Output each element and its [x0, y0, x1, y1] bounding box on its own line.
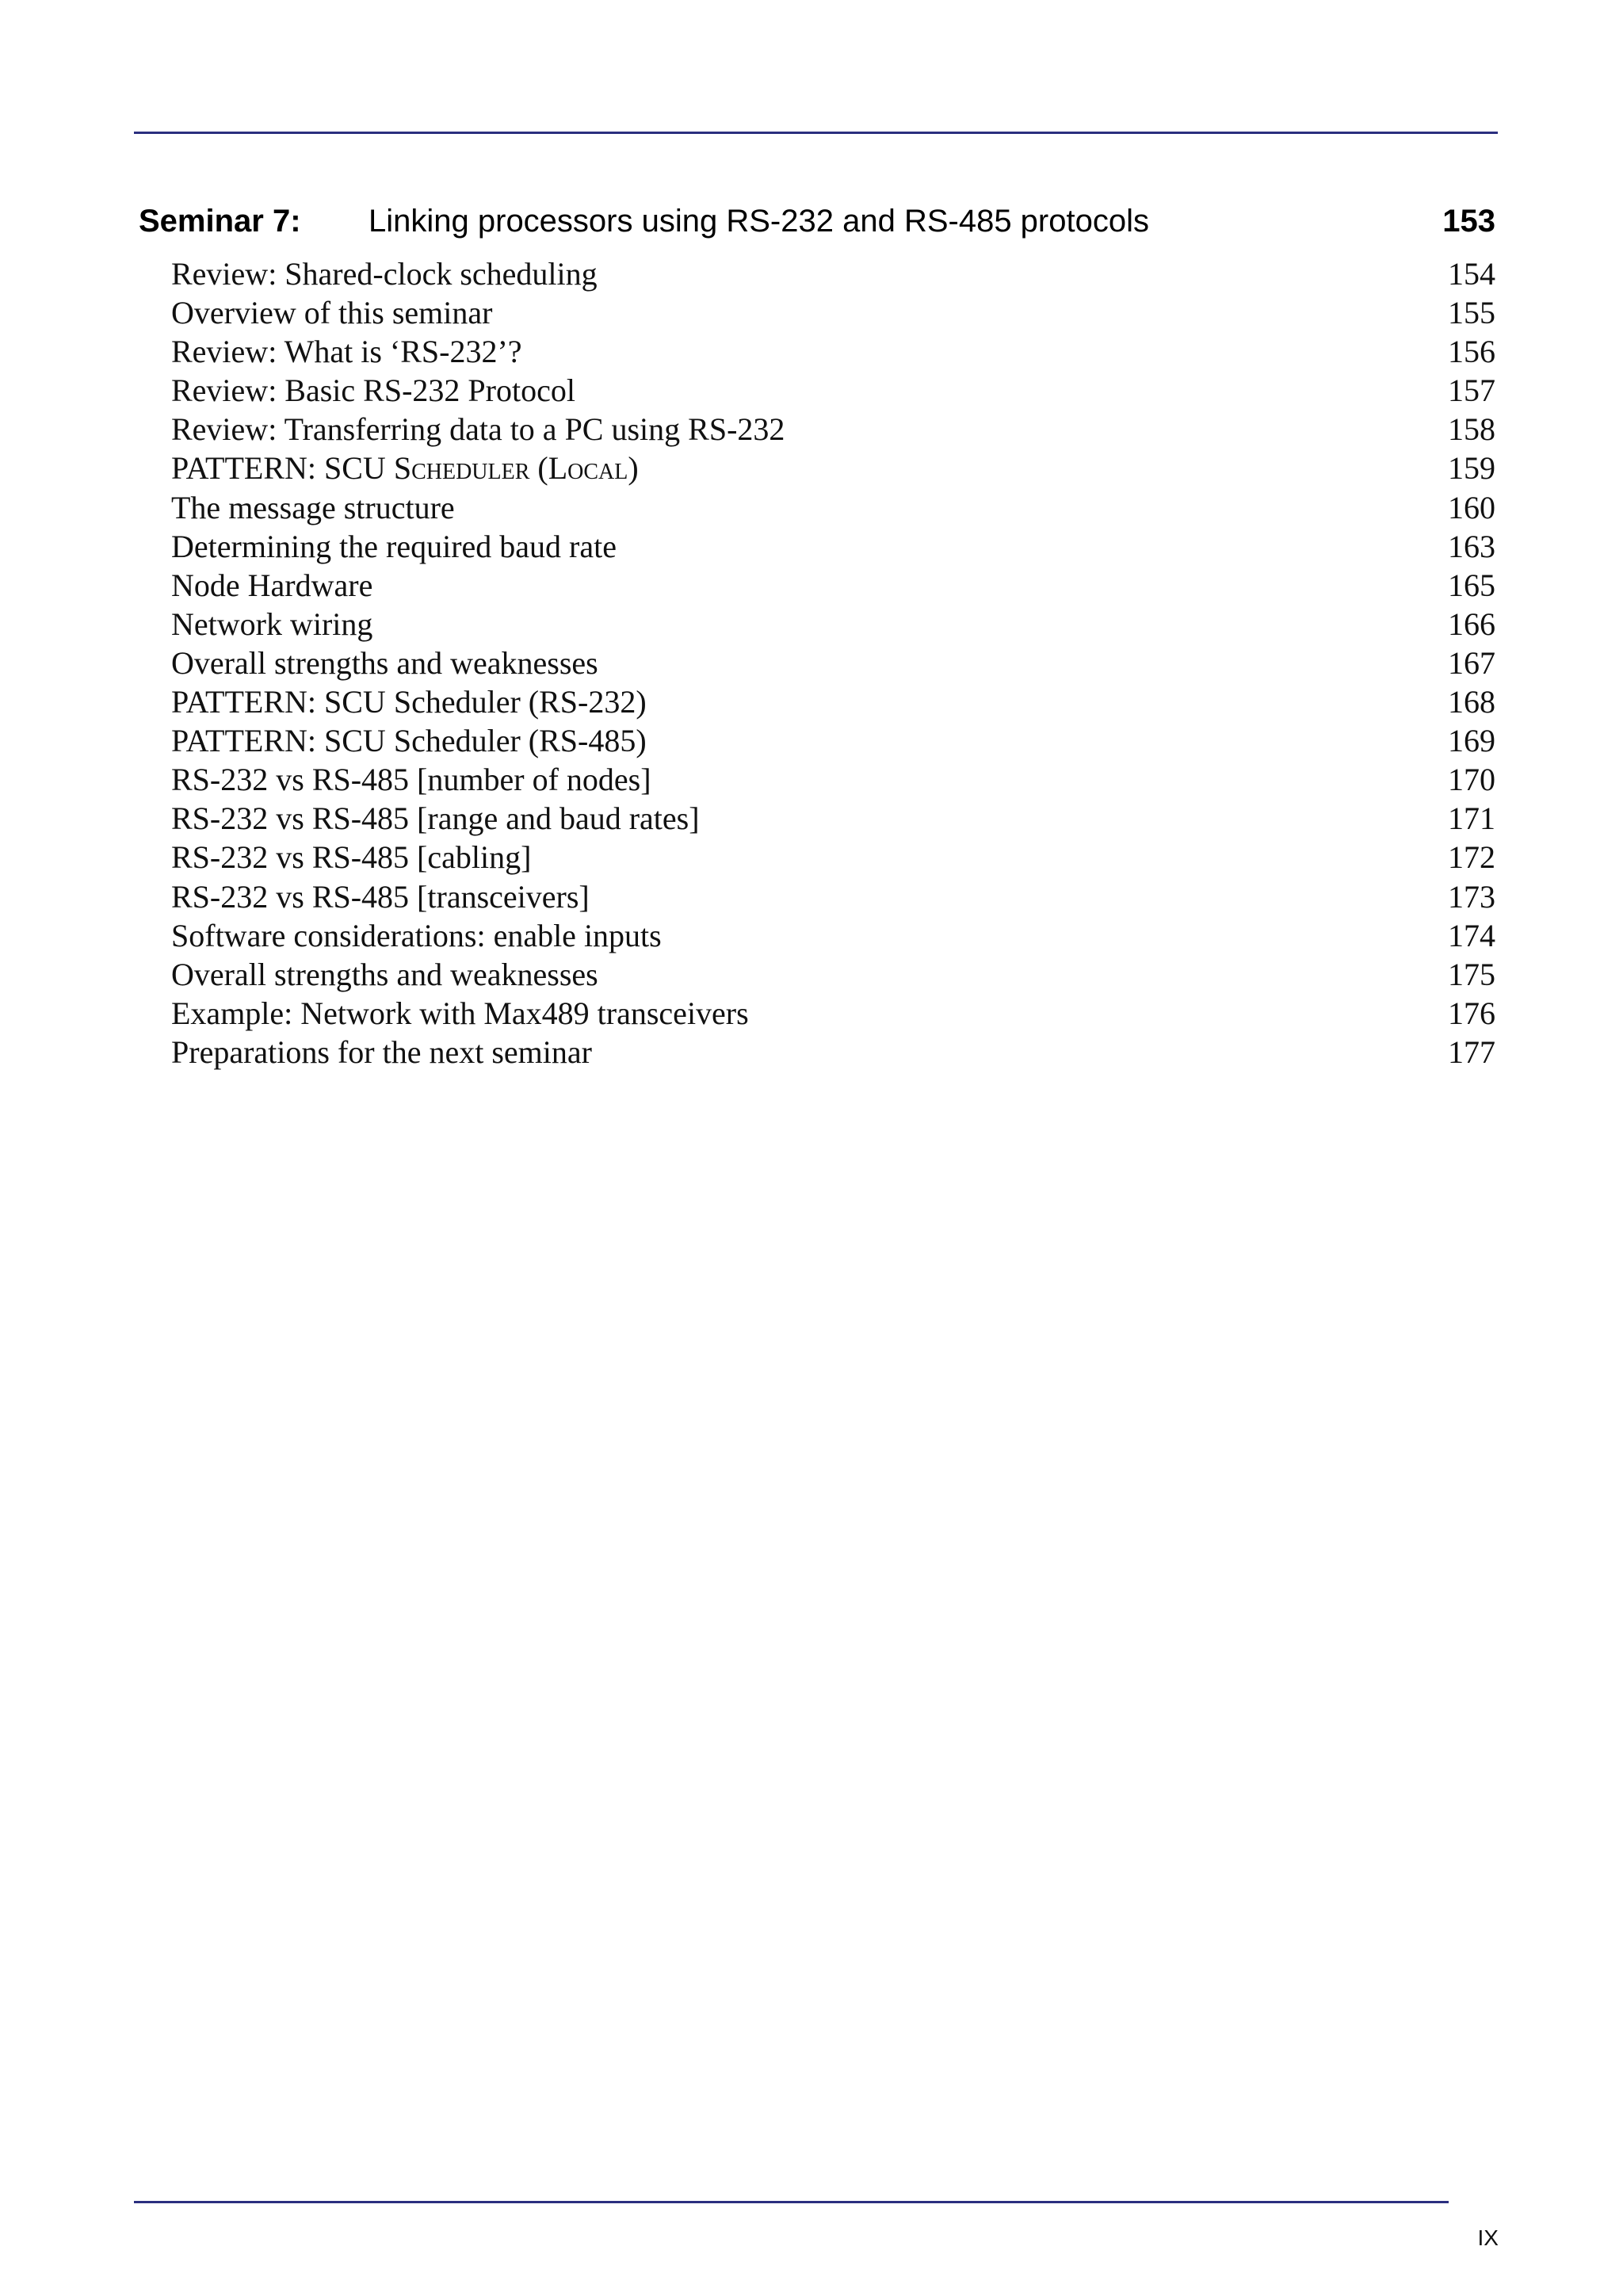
- toc-entry[interactable]: [171, 293, 1495, 332]
- toc-entry-title: Overview of this seminar: [171, 295, 493, 331]
- seminar-title: Linking processors using RS-232 and RS-485 protocols: [369, 204, 1149, 239]
- toc-entry-title: Overall strengths and weaknesses: [171, 956, 598, 992]
- toc-entry-title: Network wiring: [171, 606, 373, 642]
- page-number: IX: [1477, 2225, 1499, 2250]
- toc-entry[interactable]: [171, 254, 1495, 293]
- toc-entry[interactable]: [171, 1033, 1495, 1072]
- toc-entry-page: 157: [1448, 372, 1495, 409]
- toc-entry-page: 168: [1448, 684, 1495, 720]
- toc-entry-page: 169: [1448, 723, 1495, 759]
- toc-entry[interactable]: [171, 371, 1495, 410]
- toc-entry[interactable]: [171, 721, 1495, 760]
- toc-entry[interactable]: [171, 527, 1495, 566]
- toc-entry-page: 176: [1448, 995, 1495, 1031]
- toc-entry-title: Preparations for the next seminar: [171, 1033, 592, 1070]
- footer-rule: [134, 2201, 1449, 2203]
- toc-entry-page: 154: [1448, 256, 1495, 292]
- toc-entry-page: 171: [1448, 800, 1495, 837]
- toc-entry[interactable]: [171, 916, 1495, 955]
- toc-entry[interactable]: [171, 332, 1495, 371]
- toc-entry-page: 159: [1448, 450, 1495, 487]
- toc-entry[interactable]: [171, 644, 1495, 682]
- toc-entry-title: Review: Shared-clock scheduling: [171, 256, 598, 292]
- toc-entry-page: 174: [1448, 917, 1495, 953]
- toc-entry-title: RS-232 vs RS-485 [number of nodes]: [171, 762, 651, 798]
- toc-entry[interactable]: [171, 682, 1495, 721]
- toc-entry-page: 155: [1448, 295, 1495, 331]
- toc-entry-page: 163: [1448, 528, 1495, 564]
- toc-entry-page: 156: [1448, 334, 1495, 370]
- toc-entry-title: Overall strengths and weaknesses: [171, 644, 598, 681]
- toc-entry-title: PATTERN: SCU Scheduler (Local): [171, 450, 639, 487]
- toc-entry-page: 177: [1448, 1033, 1495, 1070]
- toc-entry-title: Determining the required baud rate: [171, 528, 617, 564]
- seminar-heading: [139, 197, 1495, 246]
- toc-entry-title: The message structure: [171, 489, 455, 525]
- toc-entry-title: RS-232 vs RS-485 [cabling]: [171, 839, 532, 876]
- seminar-page-number: 153: [1442, 204, 1495, 239]
- toc-entry-page: 167: [1448, 644, 1495, 681]
- toc-entry-page: 160: [1448, 489, 1495, 525]
- toc-list: [171, 254, 1495, 1072]
- toc-entry-page: 175: [1448, 956, 1495, 992]
- toc-entry[interactable]: [171, 955, 1495, 994]
- toc-entry[interactable]: [171, 760, 1495, 799]
- seminar-label: Seminar 7:: [139, 204, 301, 239]
- toc-entry-title: PATTERN: SCU Scheduler (RS-232): [171, 684, 647, 720]
- toc-entry-title: Software considerations: enable inputs: [171, 917, 662, 953]
- toc-entry-title: Review: What is ‘RS-232’?: [171, 334, 522, 370]
- toc-entry[interactable]: [171, 488, 1495, 527]
- toc-entry-title: Node Hardware: [171, 567, 373, 603]
- toc-entry-page: 172: [1448, 839, 1495, 876]
- toc-entry-title: PATTERN: SCU Scheduler (RS-485): [171, 723, 647, 759]
- toc-entry[interactable]: [171, 410, 1495, 449]
- toc-entry[interactable]: [171, 799, 1495, 838]
- toc-entry-page: 166: [1448, 606, 1495, 642]
- toc-entry-page: 173: [1448, 878, 1495, 915]
- toc-entry-title: Example: Network with Max489 transceivers: [171, 995, 749, 1031]
- toc-entry[interactable]: [171, 877, 1495, 916]
- toc-entry[interactable]: [171, 605, 1495, 644]
- toc-entry-page: 170: [1448, 762, 1495, 798]
- toc-entry-title: RS-232 vs RS-485 [range and baud rates]: [171, 800, 700, 837]
- toc-entry-title: Review: Transferring data to a PC using RS-232: [171, 411, 785, 448]
- toc-entry-page: 165: [1448, 567, 1495, 603]
- toc-entry[interactable]: [171, 449, 1495, 487]
- toc-entry-title: Review: Basic RS-232 Protocol: [171, 372, 575, 409]
- header-rule: [134, 132, 1498, 134]
- toc-entry-page: 158: [1448, 411, 1495, 448]
- toc-entry[interactable]: [171, 994, 1495, 1033]
- toc-entry[interactable]: [171, 566, 1495, 605]
- toc-entry-title: RS-232 vs RS-485 [transceivers]: [171, 878, 590, 915]
- toc-entry[interactable]: [171, 838, 1495, 877]
